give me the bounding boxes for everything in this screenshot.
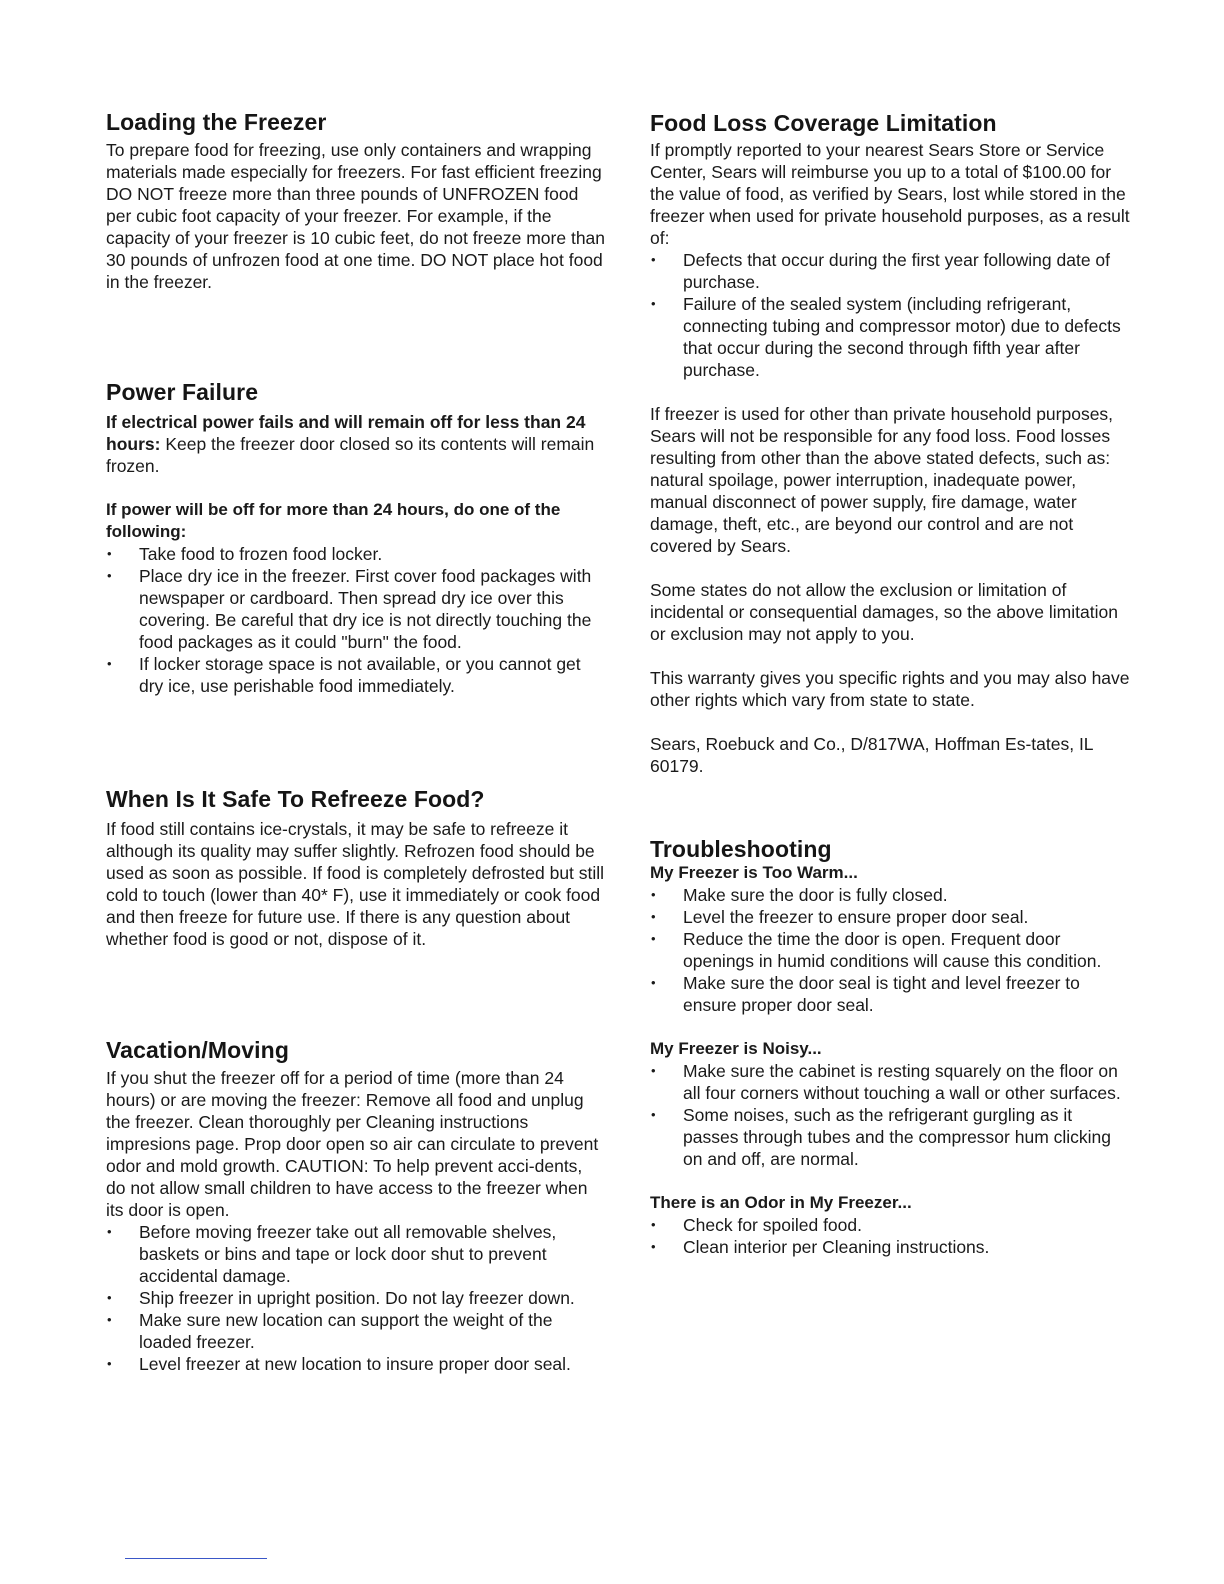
vacation-body: If you shut the freezer off for a period of time (more than 24 hours) or are moving the freezer: Remove all food and unplug the freezer. Clean thoroughly per Cleaning instructions impresions page. Prop door open so air can circulate to prevent odor and mold growth. CAUTION: To help prevent acci-dents, do not allow small children to have access to the freezer when its door is open. [106, 1068, 599, 1220]
power-title: Power Failure [106, 379, 259, 405]
list-item: • Take food to frozen food locker. [106, 543, 606, 565]
coverage-intro: If promptly reported to your nearest Sears Store or Service Center, Sears will reimburse you up to a total of $100.00 for the value of food, as verified by Sears, lost while stored in the freezer when used for private household purposes, as a result of: [650, 140, 1130, 248]
loading-section [106, 109, 606, 293]
list-item: • Make sure the door seal is tight and level freezer to ensure proper door seal. [650, 972, 1130, 1016]
power-sub-heading: If power will be off for more than 24 hours, do one of the following: [106, 500, 561, 541]
vacation-title: Vacation/Moving [106, 1037, 289, 1063]
refreeze-section [106, 786, 606, 950]
vacation-section [106, 1037, 606, 1375]
list-item: • Make sure the door is fully closed. [650, 884, 1130, 906]
power-lead-text: Keep the freezer door closed so its contents will remain frozen. [106, 434, 595, 476]
coverage-section [650, 110, 1130, 777]
list-item: • Reduce the time the door is open. Frequent door openings in humid conditions will cause this condition. [650, 928, 1130, 972]
odor-list [650, 1214, 1130, 1258]
warm-list [650, 884, 1130, 1016]
coverage-list [650, 249, 1130, 381]
vacation-list [106, 1221, 606, 1375]
power-lead-bold: If electrical power fails and will remain off for less than 24 hours: [106, 412, 586, 454]
list-item: • Place dry ice in the freezer. First cover food packages with newspaper or cardboard. Then spread dry ice over this covering. Be careful that dry ice is not directly touching the food packages as it could "burn" the food. [106, 565, 606, 653]
list-item: • Make sure new location can support the weight of the loaded freezer. [106, 1309, 606, 1353]
warm-heading: My Freezer is Too Warm... [650, 863, 858, 882]
coverage-address: Sears, Roebuck and Co., D/817WA, Hoffman Es-tates, IL 60179. [650, 734, 1093, 776]
list-item: • Level the freezer to ensure proper door seal. [650, 906, 1130, 928]
list-item: • Some noises, such as the refrigerant gurgling as it passes through tubes and the compressor hum clicking on and off, are normal. [650, 1104, 1130, 1170]
refreeze-body: If food still contains ice-crystals, it may be safe to refreeze it although its quality may suffer slightly. Refrozen food should be used as soon as possible. If food is completely defrosted but still cold to touch (lower than 40* F), use it immediately or cook food and then freeze for future use. If there is any question about whether food is good or not, dispose of it. [106, 819, 605, 949]
list-item: • Clean interior per Cleaning instructions. [650, 1236, 1130, 1258]
list-item: • Check for spoiled food. [650, 1214, 1130, 1236]
coverage-para2: If freezer is used for other than private household purposes, Sears will not be responsible for any food loss. Food losses resulting from other than the above stated defects, such as: natural spoilage, power interruption, inadequate power, manual disconnect of power supply, fire damage, water damage, theft, etc., are beyond our control and are not covered by Sears. [650, 404, 1114, 556]
list-item: • Before moving freezer take out all removable shelves, baskets or bins and tape or lock door shut to prevent accidental damage. [106, 1221, 606, 1287]
list-item: • Make sure the cabinet is resting squarely on the floor on all four corners without touching a wall or other surfaces. [650, 1060, 1130, 1104]
list-item: • Ship freezer in upright position. Do not lay freezer down. [106, 1287, 606, 1309]
footer-rule [125, 1558, 267, 1559]
trouble-section [650, 836, 1130, 1258]
power-lead [106, 411, 606, 477]
power-list [106, 543, 606, 697]
refreeze-title: When Is It Safe To Refreeze Food? [106, 786, 485, 812]
trouble-title: Troubleshooting [650, 836, 832, 862]
coverage-title: Food Loss Coverage Limitation [650, 110, 997, 136]
odor-heading: There is an Odor in My Freezer... [650, 1193, 912, 1212]
loading-body: To prepare food for freezing, use only containers and wrapping materials made especially for freezers. For fast efficient freezing DO NOT freeze more than three pounds of UNFROZEN food per cubic foot capacity of your freezer. For example, if the capacity of your freezer is 10 cubic feet, do not freeze more than 30 pounds of unfrozen food at one time. DO NOT place hot food in the freezer. [106, 140, 606, 292]
noisy-heading: My Freezer is Noisy... [650, 1039, 822, 1058]
list-item: • Failure of the sealed system (including refrigerant, connecting tubing and compressor motor) due to defects that occur during the second through fifth year after purchase. [650, 293, 1130, 381]
power-section [106, 379, 606, 697]
coverage-para4: This warranty gives you specific rights and you may also have other rights which vary from state to state. [650, 668, 1130, 710]
loading-title: Loading the Freezer [106, 109, 327, 135]
list-item: • Level freezer at new location to insure proper door seal. [106, 1353, 606, 1375]
list-item: • If locker storage space is not available, or you cannot get dry ice, use perishable food immediately. [106, 653, 606, 697]
noisy-list [650, 1060, 1130, 1170]
coverage-para3: Some states do not allow the exclusion or limitation of incidental or consequential damages, so the above limitation or exclusion may not apply to you. [650, 580, 1118, 644]
list-item: • Defects that occur during the first year following date of purchase. [650, 249, 1130, 293]
